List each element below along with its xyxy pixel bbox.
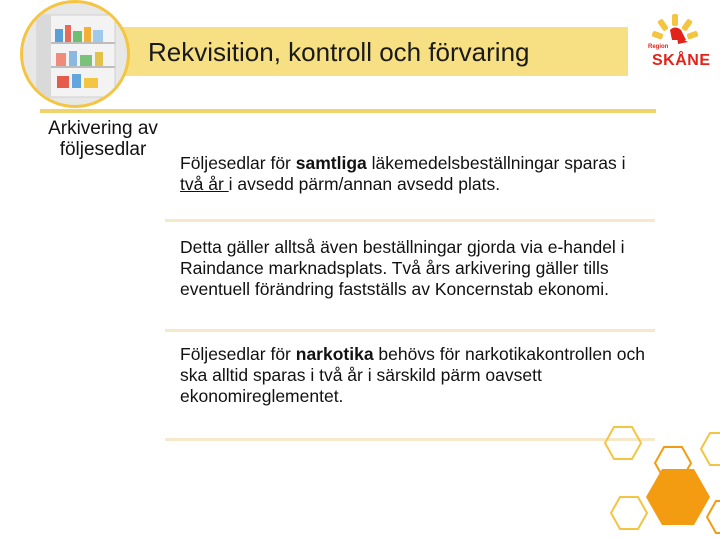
p1-text-d: två år [180,174,229,194]
p3-text-a: Följesedlar för [180,344,296,364]
paragraph-e-commerce: Detta gäller alltså även beställningar gjorda via e-handel i Raindance marknadsplats. Två års arkivering gäller tills eventuell förändring fastställs av Koncernstab ekonomi. [180,237,625,299]
p3-text-c: behövs för narkotikakontrollen och ska alltid sparas i två år i särskild pärm oavsett ekonomireglementet. [180,344,645,406]
region-skane-logo [648,12,711,74]
p1-text-c: läkemedelsbeställningar sparas i [366,153,626,173]
page-title: Rekvisition, kontroll och förvaring [148,37,530,67]
logo-region-text: Region [648,44,669,50]
paragraph-narcotics [180,344,650,407]
logo-name: SKÅNE [652,52,711,69]
p3-text-b: narkotika [295,344,374,364]
paragraph-all-orders [180,153,650,195]
p1-text-b: samtliga [295,153,367,173]
p1-text-e: i avsedd pärm/annan avsedd plats. [228,174,501,194]
medicine-cabinet-image [20,0,130,108]
row-separator [165,219,655,222]
p1-text-a: Följesedlar för [180,153,296,173]
section-divider [40,109,656,113]
griffin-icon [648,12,708,46]
row-separator [165,329,655,332]
hexagon-decoration [580,405,720,540]
section-label: Arkivering av följesedlar [48,118,158,160]
